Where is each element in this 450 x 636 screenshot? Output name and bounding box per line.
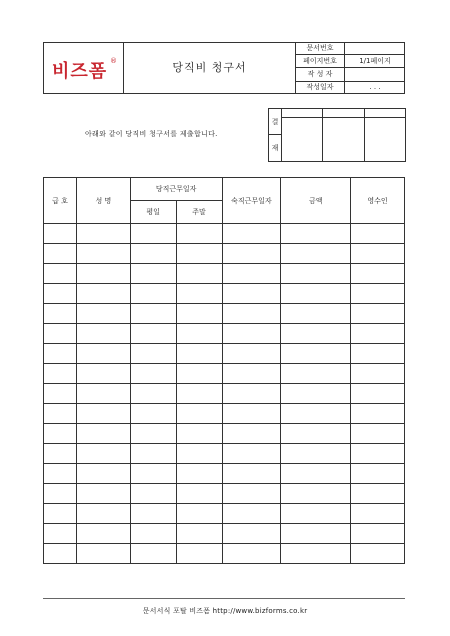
table-cell[interactable] (222, 304, 281, 324)
footer-divider (43, 598, 405, 599)
table-cell[interactable] (44, 404, 77, 424)
logo-cell (43, 42, 124, 94)
table-cell[interactable] (176, 284, 222, 304)
table-cell[interactable] (222, 344, 281, 364)
table-cell[interactable] (176, 264, 222, 284)
table-cell[interactable] (44, 264, 77, 284)
table-cell[interactable] (222, 244, 281, 264)
meta-label: 작 성 자 (296, 68, 345, 81)
approval-box (268, 108, 406, 162)
header-weekend: 주말 (176, 201, 222, 224)
table-row (44, 364, 405, 384)
table-cell[interactable] (44, 284, 77, 304)
approval-sign-cell[interactable] (364, 118, 405, 162)
company-logo: 비즈폼 (52, 61, 108, 82)
approval-title-cell[interactable] (364, 109, 405, 118)
table-cell[interactable] (281, 464, 351, 484)
table-cell[interactable] (351, 424, 405, 444)
table-cell[interactable] (76, 444, 130, 464)
table-cell[interactable] (351, 324, 405, 344)
table-cell[interactable] (130, 504, 176, 524)
table-cell[interactable] (351, 444, 405, 464)
table-cell[interactable] (222, 444, 281, 464)
table-cell[interactable] (76, 424, 130, 444)
table-cell[interactable] (76, 284, 130, 304)
table-cell[interactable] (76, 224, 130, 244)
table-cell[interactable] (222, 524, 281, 544)
table-cell[interactable] (281, 324, 351, 344)
header-name: 성 명 (76, 178, 130, 224)
header-weekday: 평일 (130, 201, 176, 224)
table-cell[interactable] (222, 384, 281, 404)
table-cell[interactable] (176, 504, 222, 524)
table-cell[interactable] (130, 404, 176, 424)
table-cell[interactable] (222, 284, 281, 304)
table-cell[interactable] (76, 504, 130, 524)
table-cell[interactable] (176, 344, 222, 364)
table-cell[interactable] (281, 484, 351, 504)
table-cell[interactable] (176, 464, 222, 484)
table-cell[interactable] (130, 384, 176, 404)
table-cell[interactable] (222, 364, 281, 384)
table-cell[interactable] (130, 364, 176, 384)
table-cell[interactable] (222, 324, 281, 344)
table-row (44, 384, 405, 404)
table-cell[interactable] (76, 324, 130, 344)
table-cell[interactable] (44, 484, 77, 504)
meta-label: 페이지번호 (296, 55, 345, 68)
table-row (44, 244, 405, 264)
meta-row (296, 55, 406, 68)
table-row (44, 264, 405, 284)
table-row (44, 344, 405, 364)
table-cell[interactable] (281, 544, 351, 564)
approval-label-top: 결 (269, 109, 282, 135)
table-cell[interactable] (76, 544, 130, 564)
table-cell[interactable] (130, 244, 176, 264)
table-row (44, 484, 405, 504)
table-cell[interactable] (222, 464, 281, 484)
table-cell[interactable] (351, 384, 405, 404)
table-cell[interactable] (44, 384, 77, 404)
header-number: 급 호 (44, 178, 77, 224)
table-cell[interactable] (76, 484, 130, 504)
table-cell[interactable] (222, 424, 281, 444)
table-row (44, 304, 405, 324)
table-cell[interactable] (76, 524, 130, 544)
footer-text: 문서서식 포탈 비즈폼 http://www.bizforms.co.kr (142, 607, 308, 615)
table-cell[interactable] (130, 424, 176, 444)
table-cell[interactable] (44, 544, 77, 564)
table-row (44, 504, 405, 524)
meta-row (296, 42, 406, 55)
table-cell[interactable] (130, 344, 176, 364)
table-cell[interactable] (222, 484, 281, 504)
table-cell[interactable] (130, 284, 176, 304)
table-cell[interactable] (281, 364, 351, 384)
meta-value[interactable] (345, 42, 406, 55)
table-row (44, 444, 405, 464)
table-cell[interactable] (351, 264, 405, 284)
table-cell[interactable] (76, 244, 130, 264)
meta-row (296, 81, 406, 94)
table-cell[interactable] (76, 384, 130, 404)
table-cell[interactable] (44, 444, 77, 464)
approval-sign-cell[interactable] (323, 118, 364, 162)
registered-mark: ® (110, 57, 117, 65)
table-row (44, 404, 405, 424)
table-cell[interactable] (130, 304, 176, 324)
table-cell[interactable] (76, 404, 130, 424)
table-cell[interactable] (281, 304, 351, 324)
table-cell[interactable] (176, 364, 222, 384)
table-row (44, 524, 405, 544)
table-cell[interactable] (281, 404, 351, 424)
table-row (44, 284, 405, 304)
table-cell[interactable] (44, 224, 77, 244)
table-cell[interactable] (176, 544, 222, 564)
table-cell[interactable] (351, 284, 405, 304)
table-cell[interactable] (44, 304, 77, 324)
table-cell[interactable] (44, 244, 77, 264)
table-cell[interactable] (351, 484, 405, 504)
document-meta-table (295, 42, 405, 94)
table-cell[interactable] (130, 464, 176, 484)
table-cell[interactable] (76, 304, 130, 324)
approval-title-cell[interactable] (282, 109, 323, 118)
table-cell[interactable] (351, 544, 405, 564)
table-cell[interactable] (281, 444, 351, 464)
table-cell[interactable] (222, 224, 281, 244)
table-cell[interactable] (222, 264, 281, 284)
table-cell[interactable] (281, 424, 351, 444)
approval-sign-cell[interactable] (282, 118, 323, 162)
table-cell[interactable] (281, 344, 351, 364)
table-cell[interactable] (351, 224, 405, 244)
table-cell[interactable] (222, 504, 281, 524)
table-cell[interactable] (44, 504, 77, 524)
table-cell[interactable] (351, 344, 405, 364)
table-cell[interactable] (76, 364, 130, 384)
table-cell[interactable] (351, 404, 405, 424)
table-cell[interactable] (44, 424, 77, 444)
meta-row (296, 68, 406, 81)
meta-label: 작성일자 (296, 81, 345, 94)
table-cell[interactable] (176, 224, 222, 244)
table-cell[interactable] (176, 384, 222, 404)
table-cell[interactable] (76, 344, 130, 364)
table-cell[interactable] (281, 284, 351, 304)
table-cell[interactable] (351, 464, 405, 484)
table-cell[interactable] (44, 364, 77, 384)
table-cell[interactable] (222, 404, 281, 424)
header-receiver: 영수인 (351, 178, 405, 224)
table-cell[interactable] (281, 384, 351, 404)
table-row (44, 424, 405, 444)
table-cell[interactable] (130, 524, 176, 544)
table-cell[interactable] (176, 244, 222, 264)
intro-sentence: 아래와 같이 당직비 청구서를 제출합니다. (85, 130, 218, 138)
table-cell[interactable] (351, 364, 405, 384)
table-row (44, 224, 405, 244)
document-title: 당직비 청구서 (172, 61, 247, 74)
table-cell[interactable] (130, 484, 176, 504)
table-cell[interactable] (281, 264, 351, 284)
header-night-days: 숙직근무일자 (222, 178, 281, 224)
table-row (44, 324, 405, 344)
table-cell[interactable] (281, 244, 351, 264)
table-cell[interactable] (76, 464, 130, 484)
table-cell[interactable] (176, 304, 222, 324)
table-cell[interactable] (176, 404, 222, 424)
table-cell[interactable] (176, 324, 222, 344)
approval-label-bottom: 재 (269, 135, 282, 162)
table-cell[interactable] (130, 224, 176, 244)
table-cell[interactable] (281, 524, 351, 544)
table-cell[interactable] (351, 504, 405, 524)
table-cell[interactable] (76, 264, 130, 284)
table-cell[interactable] (130, 264, 176, 284)
table-cell[interactable] (130, 324, 176, 344)
table-cell[interactable] (176, 524, 222, 544)
duty-claim-table (43, 177, 405, 564)
table-cell[interactable] (222, 544, 281, 564)
meta-label: 문서번호 (296, 42, 345, 55)
table-cell[interactable] (44, 464, 77, 484)
table-cell[interactable] (44, 324, 77, 344)
table-cell[interactable] (176, 484, 222, 504)
table-cell[interactable] (281, 224, 351, 244)
table-cell[interactable] (130, 444, 176, 464)
table-cell[interactable] (176, 424, 222, 444)
header-duty-days: 당직근무일자 (130, 178, 222, 201)
table-cell[interactable] (351, 244, 405, 264)
table-header-row (44, 178, 405, 201)
approval-title-cell[interactable] (323, 109, 364, 118)
table-cell[interactable] (130, 544, 176, 564)
table-row (44, 544, 405, 564)
meta-value[interactable]: . . . (345, 81, 406, 94)
meta-value[interactable] (345, 68, 406, 81)
table-cell[interactable] (351, 524, 405, 544)
meta-value[interactable]: 1/1페이지 (345, 55, 406, 68)
header-amount: 금액 (281, 178, 351, 224)
table-cell[interactable] (44, 524, 77, 544)
table-cell[interactable] (351, 304, 405, 324)
table-cell[interactable] (281, 504, 351, 524)
table-cell[interactable] (44, 344, 77, 364)
table-row (44, 464, 405, 484)
table-cell[interactable] (176, 444, 222, 464)
